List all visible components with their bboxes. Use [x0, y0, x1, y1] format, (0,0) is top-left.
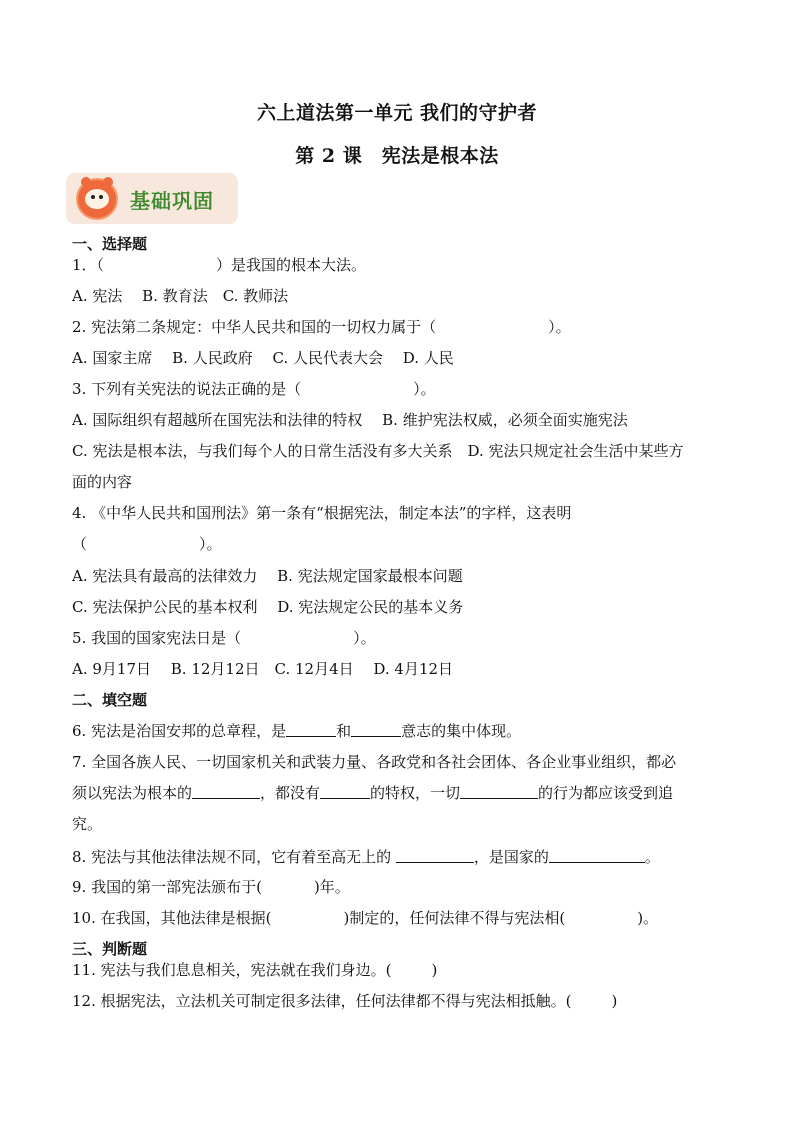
page-title: 六上道法第一单元 我们的守护者: [256, 102, 538, 124]
question-8: 8. 宪法与其他法律法规不同，它有着至高无上的 ，是国家的 。: [72, 848, 660, 866]
question-4: 4. 《中华人民共和国刑法》第一条有“根据宪法，制定本法”的字样，这表明: [72, 504, 572, 522]
badge-label: 基础巩固: [130, 189, 214, 213]
tiger-icon: [76, 178, 118, 220]
question-4-blank: （ ）。: [72, 535, 222, 553]
question-1: 1．（ ）是我国的根本大法。: [72, 256, 367, 274]
answer-blank[interactable]: [320, 784, 370, 799]
question-4-options-1: A. 宪法具有最高的法律效力 B. 宪法规定国家最根本问题: [72, 567, 463, 585]
question-11: 11. 宪法与我们息息相关，宪法就在我们身边。( ): [72, 961, 438, 979]
question-3-options-3: 面的内容: [72, 473, 133, 491]
section-heading-judge: 三、判断题: [72, 940, 148, 958]
question-1-options: A. 宪法 B. 教育法 C. 教师法: [72, 287, 289, 305]
question-3-options-1: A. 国际组织有超越所在国宪法和法律的特权 B. 维护宪法权威，必须全面实施宪法: [72, 411, 628, 429]
question-7-line-1: 7. 全国各族人民、一切国家机关和武装力量、各政党和各社会团体、各企业事业组织，都必: [72, 753, 677, 771]
question-5: 5. 我国的国家宪法日是（ ）。: [72, 629, 376, 647]
answer-blank[interactable]: [351, 722, 401, 737]
section-badge: [66, 173, 238, 224]
section-heading-fill: 二、填空题: [72, 691, 148, 709]
question-9: 9. 我国的第一部宪法颁布于( )年。: [72, 878, 350, 896]
question-7-line-3: 究。: [72, 815, 103, 833]
question-3: 3. 下列有关宪法的说法正确的是（ ）。: [72, 380, 436, 398]
question-6: 6. 宪法是治国安邦的总章程，是 和 意志的集中体现。: [72, 722, 522, 740]
question-4-options-2: C. 宪法保护公民的基本权利 D. 宪法规定公民的基本义务: [72, 598, 464, 616]
question-12: 12. 根据宪法，立法机关可制定很多法律，任何法律都不得与宪法相抵触。( ): [72, 992, 618, 1010]
question-2-options: A. 国家主席 B. 人民政府 C. 人民代表大会 D. 人民: [72, 349, 454, 367]
answer-blank[interactable]: [549, 848, 645, 863]
lesson-title: 第 2 课 宪法是根本法: [295, 145, 499, 167]
question-3-options-2: C. 宪法是根本法，与我们每个人的日常生活没有多大关系 D. 宪法只规定社会生活中某些方: [72, 442, 684, 460]
section-heading-choice: 一、选择题: [72, 235, 148, 253]
answer-blank[interactable]: [396, 848, 474, 863]
answer-blank[interactable]: [286, 722, 336, 737]
answer-blank[interactable]: [192, 784, 260, 799]
question-5-options: A. 9月17日 B. 12月12日 C. 12月4日 D. 4月12日: [72, 660, 454, 678]
question-10: 10. 在我国，其他法律是根据( )制定的，任何法律不得与宪法相( )。: [72, 909, 659, 927]
answer-blank[interactable]: [460, 784, 538, 799]
question-7-line-2: 须以宪法为根本的 ，都没有 的特权，一切 的行为都应该受到追: [72, 784, 674, 802]
question-2: 2. 宪法第二条规定：中华人民共和国的一切权力属于（ ）。: [72, 318, 571, 336]
